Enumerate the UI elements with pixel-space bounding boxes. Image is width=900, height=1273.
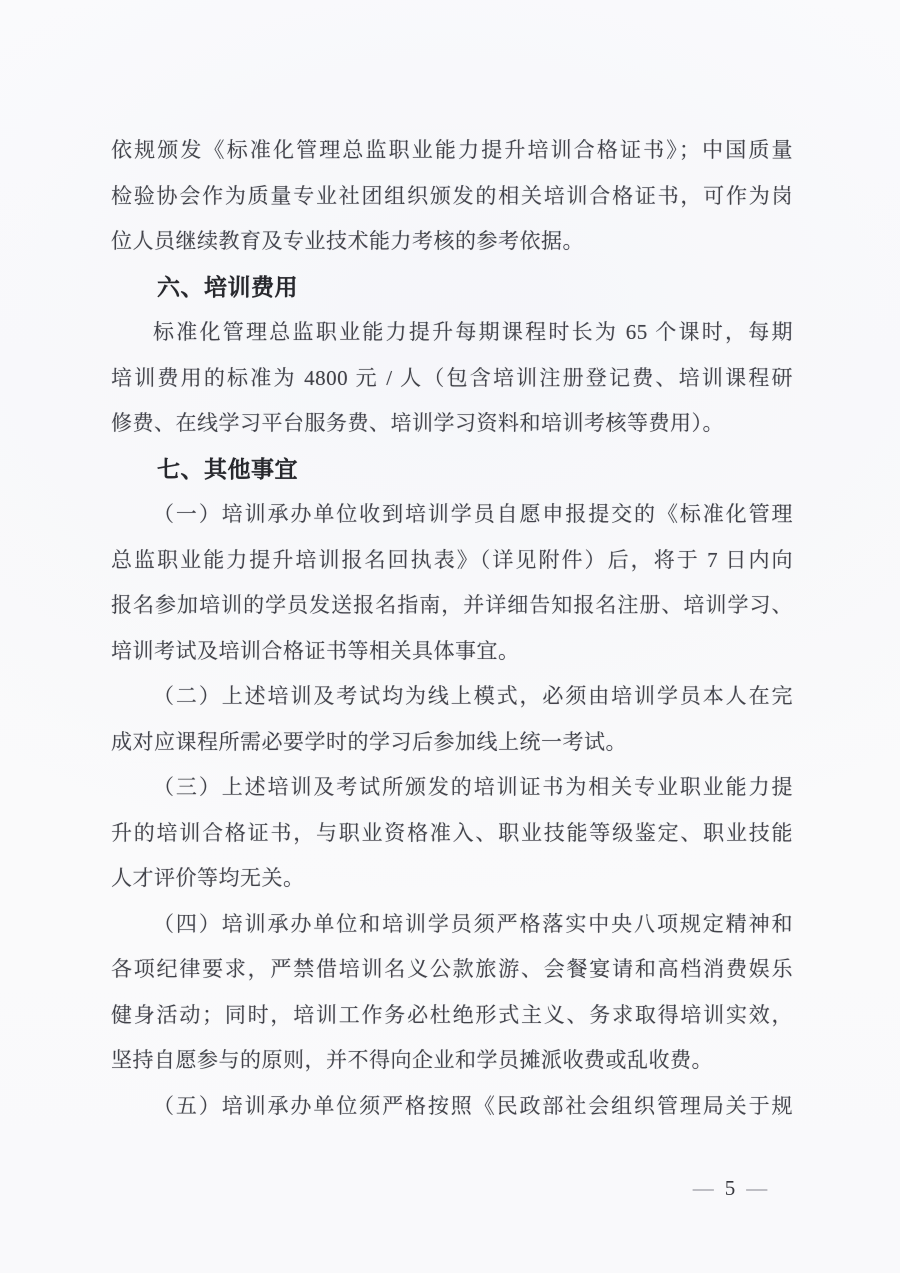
section-heading: 六、培训费用 [157, 273, 298, 300]
document-body [111, 128, 793, 1129]
text-line: 依规颁发《标准化管理总监职业能力提升培训合格证书》；中国质量 [111, 138, 793, 162]
text-line: （四）培训承办单位和培训学员须严格落实中央八项规定精神和 [153, 911, 793, 936]
text-line: 修费、在线学习平台服务费、培训学习资料和培训考核等费用）。 [111, 411, 724, 435]
text-line: 成对应课程所需必要学时的学习后参加线上统一考试。 [111, 729, 627, 754]
text-line: 培训费用的标准为 4800 元 / 人（包含培训注册登记费、培训课程研 [111, 365, 793, 390]
page-number: 5 [724, 1176, 736, 1200]
text-line: 健身活动；同时，培训工作务必杜绝形式主义、务求取得培训实效， [111, 1002, 793, 1027]
text-line: 培训考试及培训合格证书等相关具体事宜。 [111, 638, 520, 663]
text-line: 升的培训合格证书，与职业资格准入、职业技能等级鉴定、职业技能 [111, 820, 793, 845]
text-line: （一）培训承办单位收到培训学员自愿申报提交的《标准化管理 [153, 502, 793, 526]
footer-dash-right: — [746, 1176, 768, 1200]
text-line: 位人员继续教育及专业技术能力考核的参考依据。 [111, 229, 584, 253]
footer-dash-left: — [692, 1176, 714, 1200]
text-line: 总监职业能力提升培训报名回执表》（详见附件）后，将于 7 日内向 [111, 547, 793, 572]
text-line: （二）上述培训及考试均为线上模式，必须由培训学员本人在完 [153, 684, 793, 708]
text-line: 坚持自愿参与的原则，并不得向企业和学员摊派收费或乱收费。 [111, 1048, 713, 1072]
text-line: 检验协会作为质量专业社团组织颁发的相关培训合格证书，可作为岗 [111, 183, 793, 208]
section-heading: 七、其他事宜 [157, 455, 298, 482]
text-line: 人才评价等均无关。 [111, 866, 305, 890]
text-line: 报名参加培训的学员发送报名指南，并详细告知报名注册、培训学习、 [111, 593, 793, 617]
text-line: （三）上述培训及考试所颁发的培训证书为相关专业职业能力提 [153, 775, 793, 799]
page-footer [660, 1171, 800, 1205]
text-line: 标准化管理总监职业能力提升每期课程时长为 65 个课时，每期 [153, 320, 793, 344]
text-line: 各项纪律要求，严禁借培训名义公款旅游、会餐宴请和高档消费娱乐 [111, 957, 793, 981]
text-line: （五）培训承办单位须严格按照《民政部社会组织管理局关于规 [153, 1093, 793, 1118]
